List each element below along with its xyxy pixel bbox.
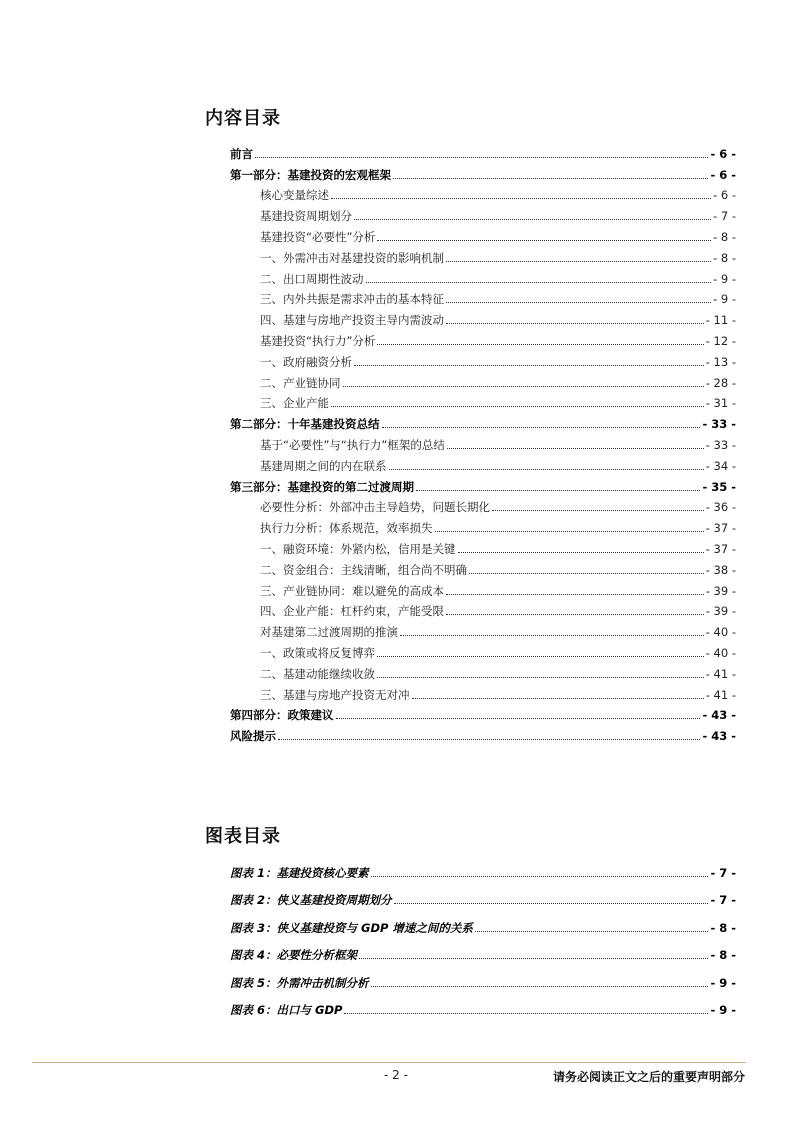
dot-leader xyxy=(354,219,711,220)
dot-leader xyxy=(435,531,704,532)
dot-leader xyxy=(393,178,708,179)
figure-entry-title: 图表 2：侠义基建投资周期划分 xyxy=(230,893,392,907)
toc-entry-page: - 35 - xyxy=(702,479,736,494)
toc-entry-title: 三、基建与房地产投资无对冲 xyxy=(260,687,410,702)
dot-leader xyxy=(371,876,709,877)
figure-entry-title: 图表 1：基建投资核心要素 xyxy=(230,865,369,880)
toc-entry[interactable] xyxy=(230,618,736,639)
footer-page-number: - 2 - xyxy=(384,1068,408,1082)
toc-entry[interactable] xyxy=(230,202,736,223)
toc-entry[interactable] xyxy=(230,473,736,494)
figure-entry-page: - 7 - xyxy=(710,865,736,880)
toc-entry[interactable] xyxy=(230,535,736,556)
figure-entry-page: - 9 - xyxy=(710,1003,736,1017)
list-of-figures xyxy=(230,852,736,1017)
figure-entry-page: - 8 - xyxy=(710,920,736,935)
dot-leader xyxy=(469,573,704,574)
toc-entry-page: - 41 - xyxy=(705,666,736,681)
dot-leader xyxy=(359,958,708,959)
figure-entry[interactable] xyxy=(230,990,736,1018)
dot-leader xyxy=(446,261,711,262)
table-of-contents xyxy=(230,140,736,743)
toc-entry[interactable] xyxy=(230,265,736,286)
figure-entry-title: 图表 6：出口与 GDP xyxy=(230,1003,343,1017)
figures-title: 图表目录 xyxy=(205,826,281,847)
toc-entry[interactable] xyxy=(230,514,736,535)
dot-leader xyxy=(394,903,709,904)
dot-leader xyxy=(354,365,704,366)
toc-entry[interactable] xyxy=(230,598,736,619)
toc-entry-title: 三、企业产能 xyxy=(260,396,329,411)
toc-entry-title: 三、产业链协同：难以避免的高成本 xyxy=(260,583,444,598)
toc-entry-page: - 28 - xyxy=(705,375,736,390)
toc-entry[interactable] xyxy=(230,494,736,515)
toc-entry[interactable] xyxy=(230,286,736,307)
dot-leader xyxy=(447,448,704,449)
toc-entry[interactable] xyxy=(230,577,736,598)
dot-leader xyxy=(389,469,704,470)
toc-entry-page: - 40 - xyxy=(705,645,736,660)
dot-leader xyxy=(382,427,701,428)
dot-leader xyxy=(475,931,709,932)
toc-entry-page: - 6 - xyxy=(713,188,736,203)
toc-entry-title: 一、融资环境：外紧内松，信用是关键 xyxy=(260,541,456,556)
toc-entry[interactable] xyxy=(230,702,736,723)
toc-entry-title: 基建投资“必要性”分析 xyxy=(260,229,376,244)
dot-leader xyxy=(377,677,704,678)
dot-leader xyxy=(331,406,704,407)
toc-entry-title: 第三部分：基建投资的第二过渡周期 xyxy=(230,479,414,494)
toc-entry-title: 一、政府融资分析 xyxy=(260,354,352,369)
toc-entry-title: 基建周期之间的内在联系 xyxy=(260,458,387,473)
dot-leader xyxy=(255,157,708,158)
toc-entry[interactable] xyxy=(230,369,736,390)
dot-leader xyxy=(400,635,704,636)
toc-entry-page: - 34 - xyxy=(705,458,736,473)
toc-entry[interactable] xyxy=(230,182,736,203)
toc-entry-title: 四、基建与房地产投资主导内需波动 xyxy=(260,313,444,328)
toc-entry-title: 基建投资周期划分 xyxy=(260,209,352,224)
toc-entry-title: 一、外需冲击对基建投资的影响机制 xyxy=(260,250,444,265)
figure-entry[interactable] xyxy=(230,935,736,963)
toc-entry-title: 第二部分：十年基建投资总结 xyxy=(230,417,380,432)
toc-entry-page: - 9 - xyxy=(713,271,736,286)
dot-leader xyxy=(446,614,704,615)
figure-entry[interactable] xyxy=(230,907,736,935)
toc-entry-title: 执行力分析：体系规范，效率损失 xyxy=(260,521,433,536)
toc-entry[interactable] xyxy=(230,244,736,265)
dot-leader xyxy=(336,718,701,719)
footer-divider xyxy=(32,1062,746,1063)
toc-entry-page: - 39 - xyxy=(705,583,736,598)
toc-entry-page: - 8 - xyxy=(713,229,736,244)
dot-leader xyxy=(416,490,700,491)
toc-entry[interactable] xyxy=(230,452,736,473)
toc-entry-title: 二、出口周期性波动 xyxy=(260,271,364,286)
dot-leader xyxy=(412,698,704,699)
dot-leader xyxy=(278,739,700,740)
dot-leader xyxy=(371,986,709,987)
toc-entry-page: - 43 - xyxy=(702,729,736,744)
toc-entry-title: 二、基建动能继续收敛 xyxy=(260,666,375,681)
toc-entry-title: 基建投资“执行力”分析 xyxy=(260,333,376,348)
toc-entry-page: - 31 - xyxy=(705,396,736,411)
toc-entry-title: 必要性分析：外部冲击主导趋势，问题长期化 xyxy=(260,500,490,515)
toc-entry-page: - 36 - xyxy=(705,500,736,515)
toc-entry-page: - 37 - xyxy=(705,521,736,536)
toc-entry[interactable] xyxy=(230,140,736,161)
dot-leader xyxy=(377,240,711,241)
toc-entry[interactable] xyxy=(230,161,736,182)
toc-entry-title: 四、企业产能：杠杆约束，产能受限 xyxy=(260,604,444,619)
toc-entry[interactable] xyxy=(230,681,736,702)
toc-entry-title: 二、产业链协同 xyxy=(260,375,341,390)
dot-leader xyxy=(377,656,704,657)
toc-entry-page: - 43 - xyxy=(702,708,736,723)
toc-entry[interactable] xyxy=(230,556,736,577)
dot-leader xyxy=(343,386,704,387)
dot-leader xyxy=(492,510,704,511)
toc-entry-page: - 6 - xyxy=(710,146,736,161)
toc-entry-page: - 7 - xyxy=(713,209,736,224)
toc-entry[interactable] xyxy=(230,431,736,452)
toc-entry-page: - 9 - xyxy=(713,292,736,307)
toc-entry-page: - 13 - xyxy=(705,354,736,369)
toc-entry-page: - 6 - xyxy=(710,167,736,182)
toc-entry-title: 对基建第二过渡周期的推演 xyxy=(260,625,398,640)
figure-entry-page: - 8 - xyxy=(710,948,736,962)
toc-entry-title: 三、内外共振是需求冲击的基本特征 xyxy=(260,292,444,307)
toc-entry[interactable] xyxy=(230,660,736,681)
toc-entry-title: 风险提示 xyxy=(230,729,276,744)
dot-leader xyxy=(446,594,704,595)
toc-entry-page: - 39 - xyxy=(705,604,736,619)
dot-leader xyxy=(331,198,711,199)
toc-entry-page: - 38 - xyxy=(705,562,736,577)
toc-entry[interactable] xyxy=(230,348,736,369)
figure-entry-page: - 9 - xyxy=(710,975,736,990)
dot-leader xyxy=(446,302,711,303)
toc-entry[interactable] xyxy=(230,410,736,431)
toc-entry[interactable] xyxy=(230,390,736,411)
toc-entry-title: 前言 xyxy=(230,146,253,161)
toc-title: 内容目录 xyxy=(205,108,281,129)
figure-entry[interactable] xyxy=(230,962,736,990)
toc-entry[interactable] xyxy=(230,639,736,660)
toc-entry[interactable] xyxy=(230,722,736,743)
toc-entry-title: 核心变量综述 xyxy=(260,188,329,203)
figure-entry-title: 图表 3：侠义基建投资与 GDP 增速之间的关系 xyxy=(230,920,473,935)
toc-entry-title: 一、政策或将反复博弈 xyxy=(260,645,375,660)
toc-entry-page: - 12 - xyxy=(705,333,736,348)
toc-entry-page: - 40 - xyxy=(705,625,736,640)
toc-entry-page: - 37 - xyxy=(705,541,736,556)
dot-leader xyxy=(377,344,703,345)
dot-leader xyxy=(366,282,712,283)
toc-entry-page: - 8 - xyxy=(713,250,736,265)
toc-entry-title: 第四部分：政策建议 xyxy=(230,708,334,723)
dot-leader xyxy=(344,1013,708,1014)
figure-entry-title: 图表 4：必要性分析框架 xyxy=(230,948,358,962)
figure-entry[interactable] xyxy=(230,880,736,908)
footer-disclaimer: 请务必阅读正文之后的重要声明部分 xyxy=(552,1070,745,1084)
toc-entry[interactable] xyxy=(230,223,736,244)
toc-entry-page: - 41 - xyxy=(705,687,736,702)
toc-entry-title: 基于“必要性”与“执行力”框架的总结 xyxy=(260,437,445,452)
figure-entry[interactable] xyxy=(230,852,736,880)
toc-entry[interactable] xyxy=(230,306,736,327)
toc-entry-page: - 11 - xyxy=(705,313,736,328)
dot-leader xyxy=(446,323,704,324)
dot-leader xyxy=(458,552,704,553)
toc-entry-title: 第一部分：基建投资的宏观框架 xyxy=(230,167,391,182)
toc-entry-title: 二、资金组合：主线清晰，组合尚不明确 xyxy=(260,562,467,577)
figure-entry-title: 图表 5：外需冲击机制分析 xyxy=(230,975,369,990)
toc-entry-page: - 33 - xyxy=(702,417,736,432)
toc-entry-page: - 33 - xyxy=(705,437,736,452)
toc-entry[interactable] xyxy=(230,327,736,348)
figure-entry-page: - 7 - xyxy=(710,893,736,907)
